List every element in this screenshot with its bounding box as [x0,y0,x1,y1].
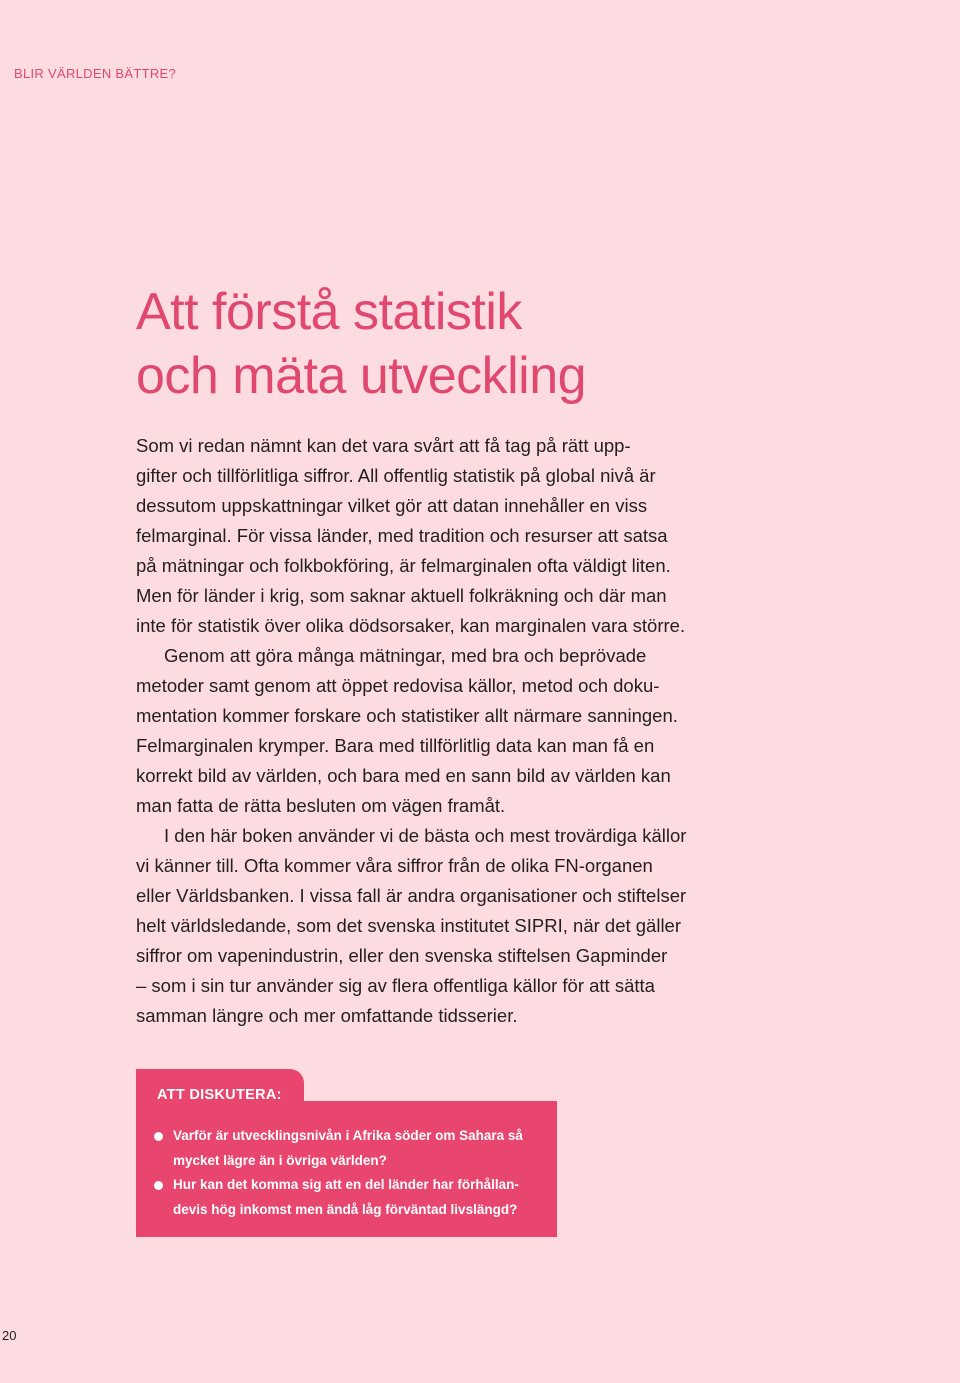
page-title-line-1: Att förstå statistik [136,283,522,341]
page-title-line-2: och mäta utveckling [136,347,587,405]
paragraph-line: på mätningar och folkbokföring, är felmarginalen ofta väldigt liten. [136,555,671,576]
page-number: 20 [2,1328,17,1343]
discussion-item-line: Varför är utvecklingsnivån i Afrika söder om Sahara så [173,1128,523,1143]
page-title [136,280,586,408]
discussion-list [154,1124,549,1222]
paragraph-line: man fatta de rätta besluten om vägen framåt. [136,795,506,816]
paragraph-line: vi känner till. Ofta kommer våra siffror från de olika FN-organen [136,855,653,876]
discussion-item-line: devis hög inkomst men ändå låg förväntad livslängd? [173,1201,518,1217]
paragraph-line: – som i sin tur använder sig av flera offentliga källor för att sätta [136,975,655,996]
body-text [136,431,736,1031]
paragraph-line: mentation kommer forskare och statistiker allt närmare sanningen. [136,705,678,726]
paragraph-line: Felmarginalen krymper. Bara med tillförlitlig data kan man få en [136,735,655,756]
bullet-icon [154,1132,163,1141]
paragraph-line: gifter och tillförlitliga siffror. All offentlig statistik på global nivå är [136,465,656,486]
paragraph-line: eller Världsbanken. I vissa fall är andra organisationer och stiftelser [136,885,687,906]
paragraph-line: Men för länder i krig, som saknar aktuell folkräkning och där man [136,585,667,606]
paragraph-line: siffror om vapenindustrin, eller den svenska stiftelsen Gapminder [136,945,668,966]
paragraph-line: metoder samt genom att öppet redovisa källor, metod och doku- [136,675,660,696]
paragraph-3 [136,821,736,1031]
running-head: BLIR VÄRLDEN BÄTTRE? [14,66,177,81]
discussion-heading: ATT DISKUTERA: [157,1087,282,1103]
paragraph-line: inte för statistik över olika dödsorsaker, kan marginalen vara större. [136,615,686,636]
paragraph-line: Genom att göra många mätningar, med bra och beprövade [164,645,647,666]
paragraph-line: dessutom uppskattningar vilket gör att datan innehåller en viss [136,495,648,516]
paragraph-1 [136,431,736,641]
paragraph-2 [136,641,736,821]
paragraph-line: helt världsledande, som det svenska institutet SIPRI, när det gäller [136,915,682,936]
bullet-icon [154,1181,163,1190]
paragraph-line: felmarginal. För vissa länder, med tradition och resurser att satsa [136,525,668,546]
discussion-item [154,1124,549,1173]
paragraph-line: samman längre och mer omfattande tidsserier. [136,1005,518,1026]
discussion-item [154,1173,549,1222]
paragraph-line: I den här boken använder vi de bästa och mest trovärdiga källor [164,825,687,846]
discussion-item-line: Hur kan det komma sig att en del länder har förhållan- [173,1177,519,1192]
paragraph-line: Som vi redan nämnt kan det vara svårt att få tag på rätt upp- [136,435,631,456]
paragraph-line: korrekt bild av världen, och bara med en sann bild av världen kan [136,765,671,786]
discussion-item-line: mycket lägre än i övriga världen? [173,1152,387,1168]
